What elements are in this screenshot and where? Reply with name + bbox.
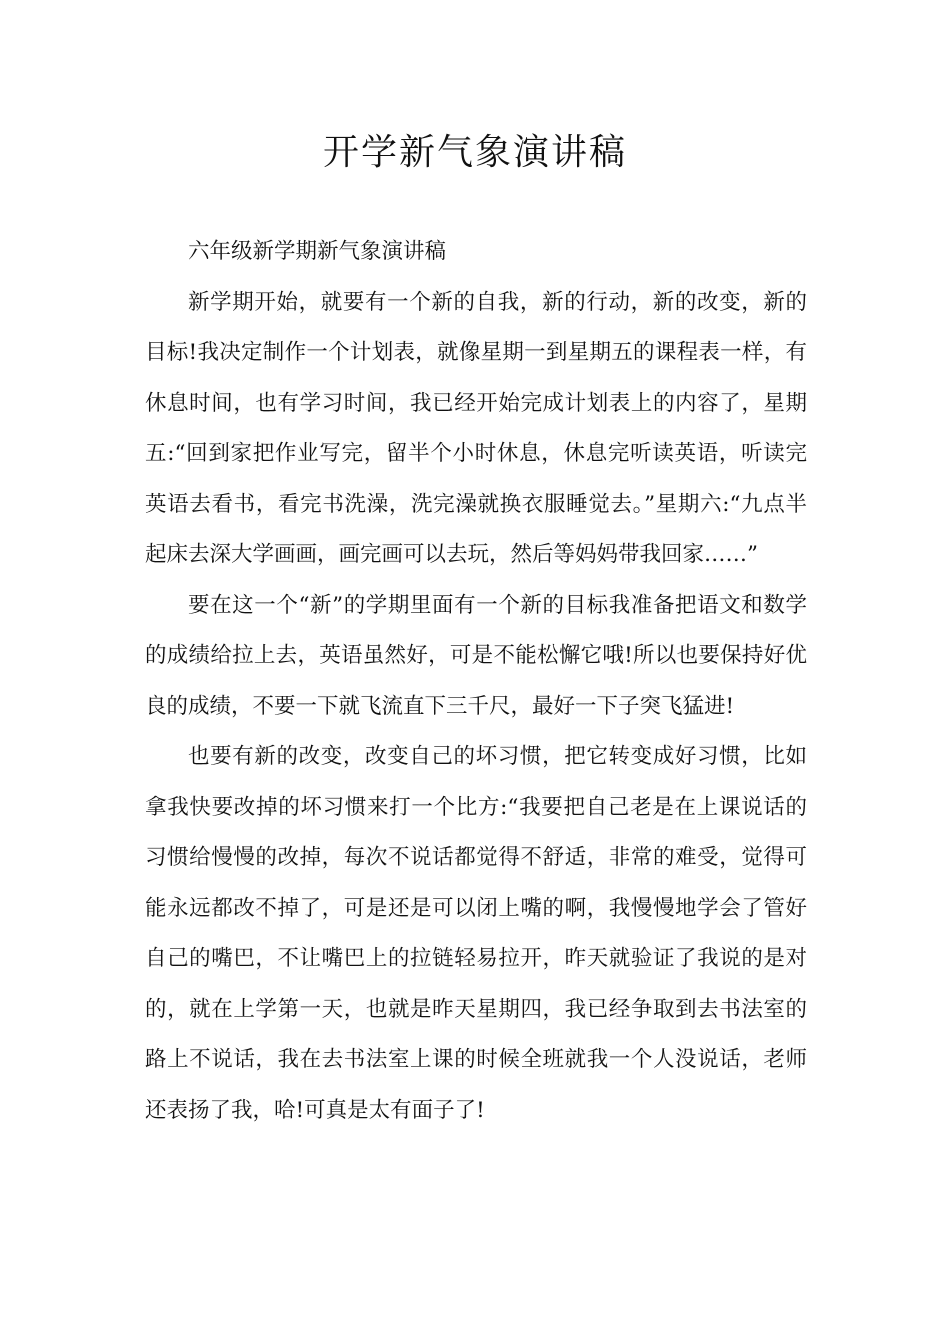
document-body xyxy=(145,227,807,1136)
document-title: 开学新气象演讲稿 xyxy=(322,132,627,173)
paragraph-new-goal: 要在这一个“新”的学期里面有一个新的目标我准备把语文和数学的成绩给拉上去，英语虽然好，可是不能松懈它哦!所以也要保持好优良的成绩，不要一下就飞流直下三千尺，最好一下子突飞猛进! xyxy=(145,592,807,719)
subtitle-paragraph: 六年级新学期新气象演讲稿 xyxy=(188,239,447,264)
paragraph-new-change: 也要有新的改变，改变自己的坏习惯，把它转变成好习惯，比如拿我快要改掉的坏习惯来打一个比方:“我要把自己老是在上课说话的习惯给慢慢的改掉，每次不说话都觉得不舒适，非常的难受，觉得可能永远都改不掉了，可是还是可以闭上嘴的啊，我慢慢地学会了管好自己的嘴巴，不让嘴巴上的拉链轻易拉开，昨天就验证了我说的是对的，就在上学第一天，也就是昨天星期四，我已经争取到去书法室的路上不说话，我在去书法室上课的时候全班就我一个人没说话，老师还表扬了我，哈!可真是太有面子了! xyxy=(145,744,807,1123)
paragraph-new-plan: 新学期开始，就要有一个新的自我，新的行动，新的改变，新的目标!我决定制作一个计划表，就像星期一到星期五的课程表一样，有休息时间，也有学习时间，我已经开始完成计划表上的内容了，星期五:“回到家把作业写完，留半个小时休息，休息完听读英语，听读完英语去看书，看完书洗澡，洗完澡就换衣服睡觉去。”星期六:“九点半起床去深大学画画，画完画可以去玩，然后等妈妈带我回家……” xyxy=(145,289,807,567)
